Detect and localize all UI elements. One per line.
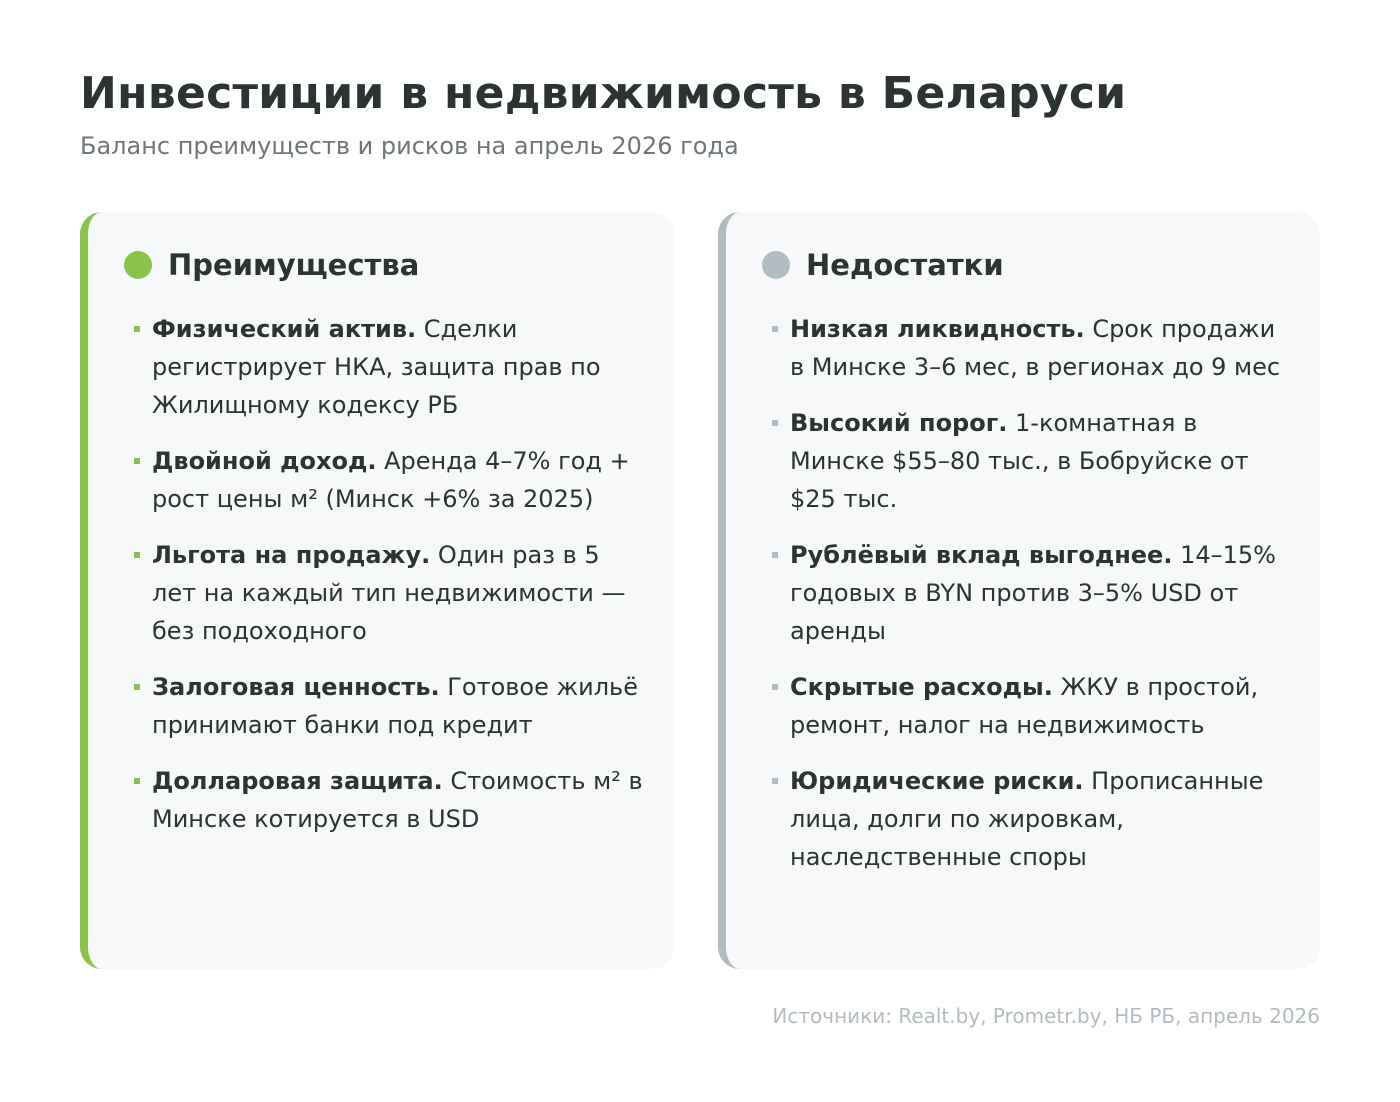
item-lead: Высокий порог. [790, 409, 1008, 437]
item-text: ЖКУ в простой, ремонт, налог на недвижимость [790, 673, 1259, 739]
bullet-icon [134, 778, 140, 784]
item-lead: Рублёвый вклад выгоднее. [790, 541, 1173, 569]
pros-list-item [134, 536, 644, 650]
bullet-icon [134, 326, 140, 332]
item-text: Сделки регистрирует НКА, защита прав по Жилищному кодексу РБ [152, 315, 601, 419]
item-lead: Льгота на продажу. [152, 541, 431, 569]
item-lead: Долларовая защита. [152, 767, 443, 795]
item-text: Один раз в 5 лет на каждый тип недвижимости — без подоходного [152, 541, 626, 645]
cons-list-item [772, 668, 1290, 744]
bullet-icon [772, 552, 778, 558]
sources-footnote: Источники: Realt.by, Prometr.by, НБ РБ, апрель 2026 [772, 1004, 1320, 1028]
item-lead: Двойной доход. [152, 447, 377, 475]
bullet-icon [772, 420, 778, 426]
cons-list [772, 310, 1290, 894]
item-text: 14–15% годовых в BYN против 3–5% USD от аренды [790, 541, 1276, 645]
pros-card [80, 212, 674, 969]
item-lead: Физический актив. [152, 315, 417, 343]
bullet-icon [772, 778, 778, 784]
item-lead: Залоговая ценность. [152, 673, 440, 701]
item-text: Стоимость м² в Минске котируется в USD [152, 767, 643, 833]
page-title: Инвестиции в недвижимость в Беларуси [80, 68, 1127, 119]
item-text: Срок продажи в Минске 3–6 мес, в регионах до 9 мес [790, 315, 1281, 381]
bullet-icon [134, 458, 140, 464]
pros-list-item [134, 668, 644, 744]
item-lead: Скрытые расходы. [790, 673, 1053, 701]
item-lead: Низкая ликвидность. [790, 315, 1085, 343]
cons-dot-icon [762, 251, 790, 279]
item-lead: Юридические риски. [790, 767, 1084, 795]
pros-card-header [124, 248, 419, 282]
pros-list-item [134, 442, 644, 518]
cons-card-title: Недостатки [806, 248, 1004, 282]
item-text: 1-комнатная в Минске $55–80 тыс., в Бобруйске от $25 тыс. [790, 409, 1249, 513]
pros-card-title: Преимущества [168, 248, 420, 282]
page-subtitle: Баланс преимуществ и рисков на апрель 2026 года [80, 132, 739, 160]
pros-dot-icon [124, 251, 152, 279]
cons-list-item [772, 762, 1290, 876]
pros-list-item [134, 310, 644, 424]
cons-card [718, 212, 1320, 969]
cons-list-item [772, 404, 1290, 518]
item-text: Прописанные лица, долги по жировкам, наследственные споры [790, 767, 1264, 871]
bullet-icon [134, 552, 140, 558]
cons-card-header [762, 248, 1004, 282]
pros-list [134, 310, 644, 856]
bullet-icon [772, 684, 778, 690]
cons-list-item [772, 310, 1290, 386]
bullet-icon [772, 326, 778, 332]
cons-list-item [772, 536, 1290, 650]
bullet-icon [134, 684, 140, 690]
item-text: Аренда 4–7% год + рост цены м² (Минск +6% за 2025) [152, 447, 630, 513]
item-text: Готовое жильё принимают банки под кредит [152, 673, 638, 739]
pros-list-item [134, 762, 644, 838]
